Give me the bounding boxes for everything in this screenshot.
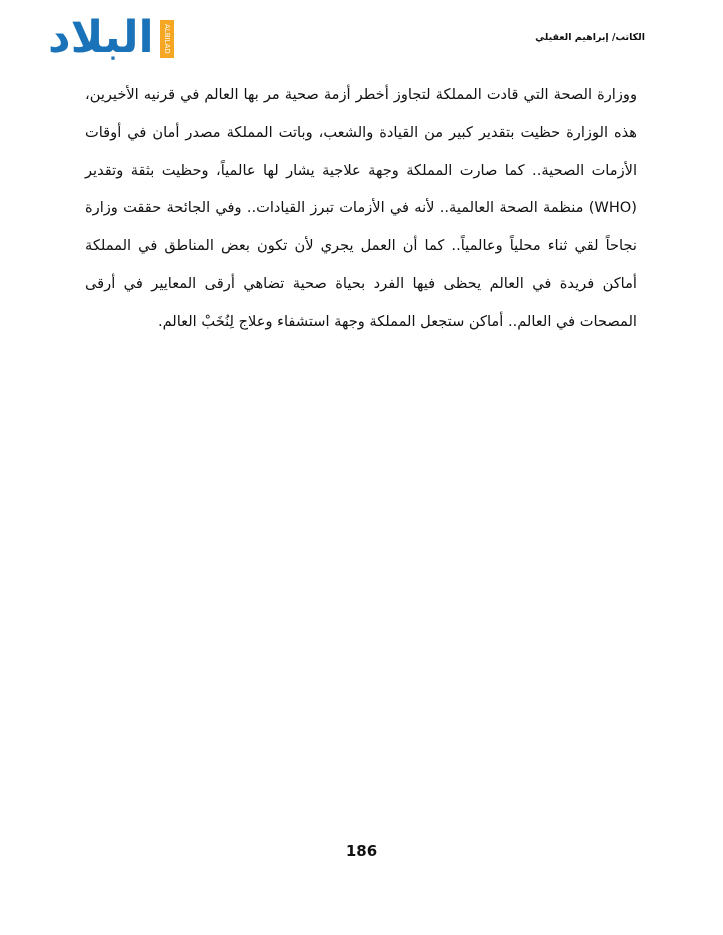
page-number: 186	[345, 842, 378, 860]
logo-tv-tag: ALBILAD	[160, 20, 174, 58]
author-byline: الكاتب/ إبراهيم العقيلي	[535, 32, 645, 43]
logo-wordmark: البلاد	[48, 12, 154, 63]
article-paragraph: ووزارة الصحة التي قادت المملكة لتجاوز أخطر أزمة صحية مر بها العالم في قرنيه الأخيرين، هذه الوزارة حظيت بتقدير كبير من القيادة والشعب، وباتت المملكة مصدر أمان في أوقات الأزمات الصحية.. كما صارت المملكة وجهة علاجية يشار لها عالمياً، وحظيت بثقة وتقدير (WHO) منظمة الصحة العالمية.. لأنه في الأزمات تبرز القيادات.. وفي الجائحة حققت وزارة نجاحاً لقي ثناء محلياً وعالمياً.. كما أن العمل يجري لأن تكون بعض المناطق في المملكة أماكن فريدة في العالم يحظى فيها الفرد بحياة صحية تضاهي أرقى المعايير في أرقى المصحات في العالم.. أماكن ستجعل المملكة وجهة استشفاء وعلاج لِنُخَبْ العالم.	[85, 86, 637, 330]
publication-logo	[48, 12, 180, 68]
